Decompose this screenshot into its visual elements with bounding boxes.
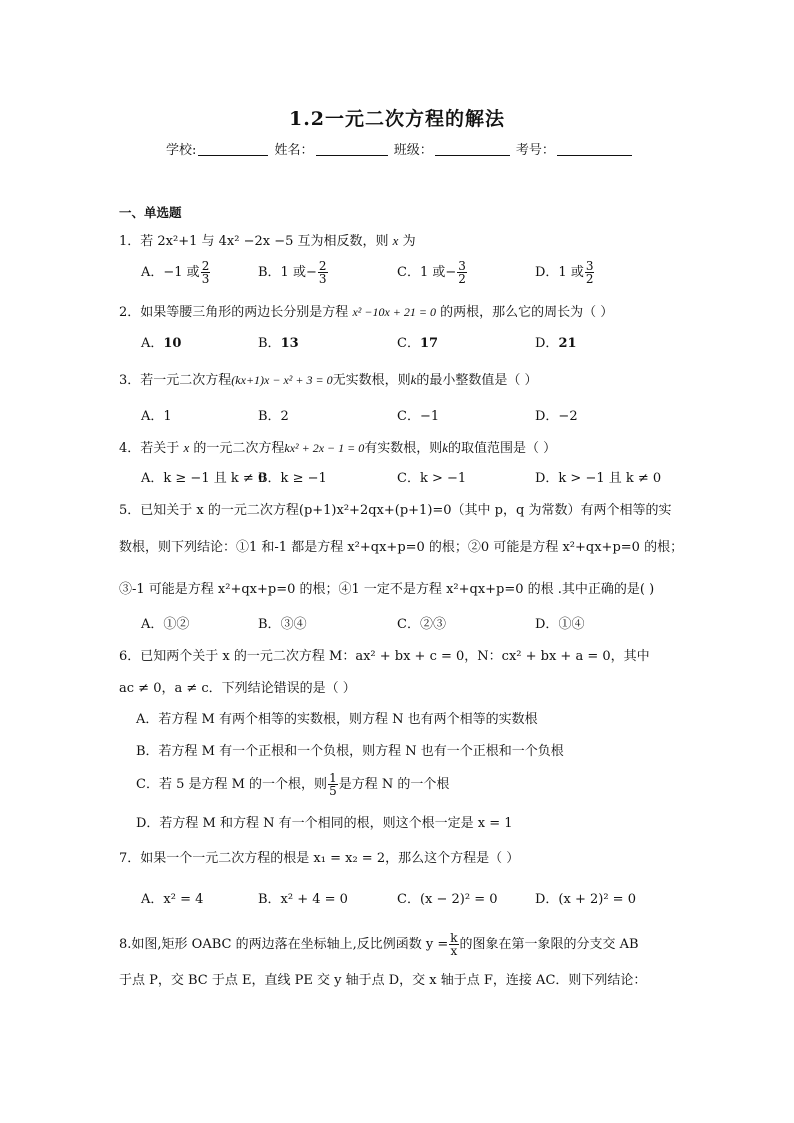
question-2-option-b[interactable]	[258, 332, 299, 351]
question-6-option-c[interactable]	[136, 772, 449, 797]
option-letter: A．	[141, 336, 164, 351]
option-letter: A．	[141, 617, 164, 632]
fraction	[318, 260, 328, 285]
question-1-option-d[interactable]	[535, 260, 595, 285]
question-number: 4．	[119, 441, 141, 456]
question-4-option-a[interactable]: A．k ≥ −1 且 k ≠ 0	[141, 471, 267, 486]
question-text: 已知关于 x 的一元二次方程(p+1)x²+2qx+(p+1)=0（其中 p，q 为常数）有两个相等的实	[140, 503, 672, 518]
question-8-line-2: 于点 P，交 BC 于点 E，直线 PE 交 y 轴于点 D，交 x 轴于点 F，连接 AC．则下列结论：	[119, 973, 647, 988]
denominator: 5	[329, 784, 337, 798]
fraction	[449, 932, 458, 957]
question-7-option-a[interactable]: A．x² = 4	[141, 892, 204, 907]
option-letter: B．	[258, 336, 281, 351]
option-value: 10	[163, 336, 182, 351]
option-value: 21	[558, 336, 577, 351]
fraction	[328, 772, 338, 797]
question-number: 3．	[119, 373, 141, 388]
question-3-option-a[interactable]: A．1	[141, 409, 172, 424]
denominator: 3	[318, 272, 327, 286]
question-7-option-b[interactable]: B．x² + 4 = 0	[258, 892, 348, 907]
question-6-option-a[interactable]: A．若方程 M 有两个相等的实数根，则方程 N 也有两个相等的实数根	[136, 712, 538, 727]
denominator: 2	[458, 272, 466, 286]
question-2-option-d[interactable]	[535, 332, 577, 351]
fraction	[201, 260, 211, 285]
option-value: 17	[419, 336, 439, 351]
question-text: 若一元二次方程	[140, 373, 232, 388]
question-4-option-b[interactable]: B．k ≥ −1	[258, 471, 327, 486]
question-number: 6．	[119, 649, 141, 664]
question-text: 已知两个关于 x 的一元二次方程 M：ax² + bx + c = 0，N：cx² + bx + a = 0，其中	[140, 649, 650, 664]
numerator: 1	[329, 771, 337, 785]
question-text: 的最小整数值是（ ）	[416, 373, 538, 388]
option-value: ②③	[419, 617, 446, 632]
question-5-line-3: ③-1 可能是方程 x²+qx+p=0 的根；④1 一定不是方程 x²+qx+p=0 的根 .其中正确的是( )	[119, 582, 655, 597]
question-text: 如果等腰三角形的两边长分别是方程	[140, 305, 349, 320]
question-2-option-c[interactable]	[397, 332, 438, 351]
question-text: 有实数根，则	[364, 441, 443, 456]
question-1-option-c[interactable]	[397, 260, 468, 285]
equation: (kx+1)x − x² + 3 = 0	[231, 373, 333, 387]
option-letter: D．	[535, 617, 559, 632]
fraction	[585, 260, 595, 285]
question-text: 的一元二次方程	[193, 441, 285, 456]
question-3-option-c[interactable]: C．−1	[397, 409, 440, 424]
question-6-line-2: ac ≠ 0，a ≠ c．下列结论错误的是（ ）	[119, 681, 356, 696]
question-text: 如图,矩形 OABC 的两边落在坐标轴上,反比例函数 y =	[131, 937, 449, 952]
school-blank[interactable]	[198, 143, 268, 156]
number-label: 考号：	[515, 143, 555, 158]
question-text: 的取值范围是（ ）	[448, 441, 557, 456]
question-1-stem: 1．若 2x²+1 与 4x² −2x −5 互为相反数，则 x 为	[119, 233, 416, 249]
question-3-option-b[interactable]: B．2	[258, 409, 289, 424]
name-label: 姓名：	[274, 143, 314, 158]
question-text: 的图象在第一象限的分支交 AB	[459, 937, 639, 952]
option-text: B．1 或−	[258, 265, 317, 280]
question-2-option-a[interactable]	[141, 332, 181, 351]
question-number: 1．	[119, 234, 141, 249]
page-title: 1.2一元二次方程的解法	[288, 108, 506, 130]
option-text: C．1 或−	[397, 265, 457, 280]
denominator: 2	[585, 272, 594, 286]
question-4-option-d[interactable]: D．k > −1 且 k ≠ 0	[535, 471, 662, 486]
question-3-option-d[interactable]: D．−2	[535, 409, 578, 424]
question-8-line-1	[119, 932, 639, 957]
question-5-option-b[interactable]	[258, 613, 307, 632]
option-value: 13	[280, 336, 299, 351]
option-value: ③④	[280, 617, 307, 632]
question-4-stem: 4．若关于 x 的一元二次方程kx² + 2x − 1 = 0有实数根，则k的取值范围是（ ）	[119, 440, 557, 456]
option-text: C．若 5 是方程 M 的一个根，则	[136, 777, 328, 792]
option-letter: D．	[535, 336, 559, 351]
option-letter: C．	[397, 617, 420, 632]
question-number: 5．	[119, 503, 141, 518]
question-7-option-d[interactable]: D．(x + 2)² = 0	[535, 892, 636, 907]
class-blank[interactable]	[435, 143, 510, 156]
question-5-line-2: 数根，则下列结论：①1 和-1 都是方程 x²+qx+p=0 的根；②0 可能是方程 x²+qx+p=0 的根；	[119, 540, 684, 555]
question-5-option-d[interactable]	[535, 613, 584, 632]
numerator: 2	[318, 259, 327, 273]
question-text: 若关于	[140, 441, 180, 456]
question-6-line-1	[119, 645, 650, 664]
fraction	[457, 260, 467, 285]
question-text: 为	[402, 234, 416, 249]
question-6-option-d[interactable]: D．若方程 M 和方程 N 有一个相同的根，则这个根一定是 x = 1	[136, 816, 513, 831]
school-label: 学校:	[166, 143, 197, 158]
numerator: 3	[585, 259, 594, 273]
option-text: D．1 或	[535, 265, 584, 280]
question-6-option-b[interactable]: B．若方程 M 有一个正根和一个负根，则方程 N 也有一个正根和一个负根	[136, 744, 564, 759]
question-7-option-c[interactable]: C．(x − 2)² = 0	[397, 892, 498, 907]
question-number: 2．	[119, 305, 141, 320]
question-2-stem	[119, 301, 613, 320]
question-number: 7．	[119, 851, 141, 866]
name-blank[interactable]	[316, 143, 388, 156]
question-3-stem: 3．若一元二次方程(kx+1)x − x² + 3 = 0无实数根，则k的最小整数值是（ ）	[119, 372, 538, 388]
equation: kx² + 2x − 1 = 0	[284, 441, 365, 455]
numerator: 2	[201, 259, 210, 273]
section-heading: 一、单选题	[119, 205, 182, 220]
question-text: 若 2x²+1 与 4x² −2x −5 互为相反数，则	[140, 234, 389, 249]
question-1-option-a[interactable]	[141, 260, 211, 285]
option-text: 是方程 N 的一个根	[338, 777, 450, 792]
option-text: A．−1 或	[141, 265, 200, 280]
question-5-option-a[interactable]	[141, 613, 189, 632]
numerator: k	[450, 931, 458, 945]
student-info-row	[166, 139, 634, 158]
denominator: x	[450, 944, 458, 958]
option-letter: B．	[258, 617, 281, 632]
question-1-option-b[interactable]	[258, 260, 329, 285]
class-label: 班级：	[393, 143, 433, 158]
equation: x² −10x + 21 = 0	[352, 305, 436, 319]
question-4-option-c[interactable]: C．k > −1	[397, 471, 467, 486]
question-5-option-c[interactable]	[397, 613, 446, 632]
option-letter: C．	[397, 336, 420, 351]
option-value: ①④	[558, 617, 585, 632]
question-text: 如果一个一元二次方程的根是 x₁ = x₂ = 2，那么这个方程是（ ）	[140, 851, 520, 866]
number-blank[interactable]	[557, 143, 632, 156]
option-value: ①②	[163, 617, 190, 632]
question-number: 8.	[119, 937, 132, 952]
question-text: 无实数根，则	[332, 373, 411, 388]
question-text: 的两根，那么它的周长为（ ）	[440, 305, 614, 320]
denominator: 3	[201, 272, 210, 286]
numerator: 3	[458, 259, 466, 273]
question-5-line-1	[119, 499, 671, 518]
question-7-stem	[119, 847, 519, 866]
